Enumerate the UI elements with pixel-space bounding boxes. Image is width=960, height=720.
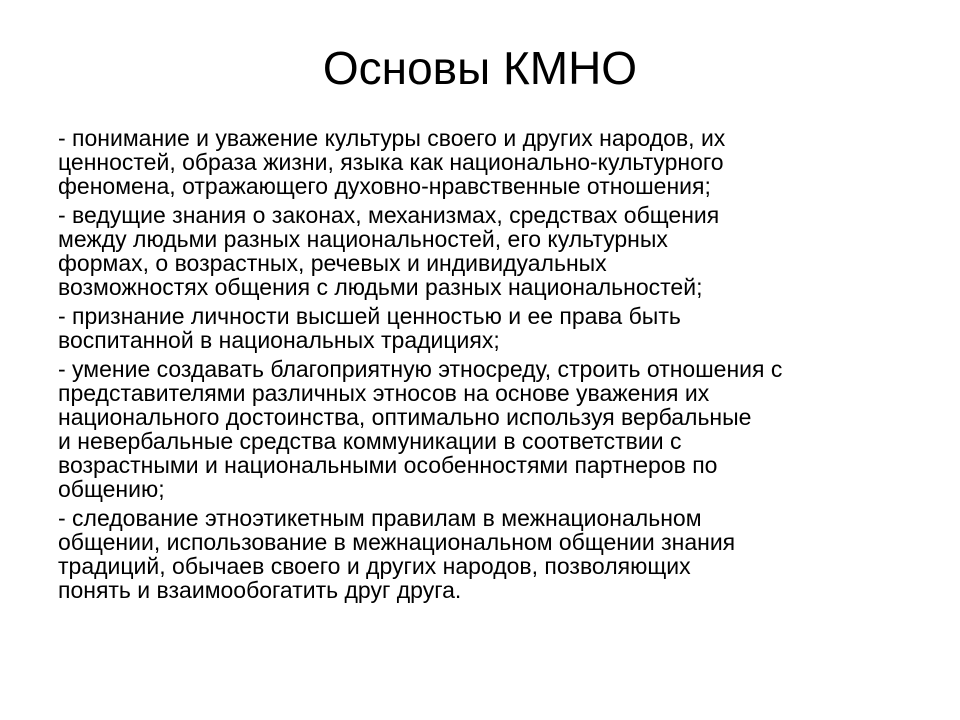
bullet-line: - следование этноэтикетным правилам в межнациональном [58,505,702,531]
bullet-line: возможностях общения с людьми разных национальностей; [58,274,703,300]
bullet-line: общении, использование в межнациональном общении знания [58,529,736,555]
bullet-line: возрастными и национальными особенностями партнеров по [58,452,718,478]
bullet-line: и невербальные средства коммуникации в соответствии с [58,428,682,454]
bullet-line: - признание личности высшей ценностью и ее права быть [58,303,681,329]
bullet-line: феномена, отражающего духовно-нравственные отношения; [58,173,711,199]
bullet-line: - умение создавать благоприятную этносреду, строить отношения с [58,356,783,382]
bullet-line: представителями различных этносов на основе уважения их [58,380,710,406]
bullet-item [58,126,908,198]
slide-title: Основы КМНО [322,42,638,94]
bullet-line: ценностей, образа жизни, языка как национально-культурного [58,149,724,175]
bullet-line: традиций, обычаев своего и других народов, позволяющих [58,553,691,579]
bullet-item [58,203,908,299]
bullet-item [58,357,908,501]
bullet-line: воспитанной в национальных традициях; [58,327,500,353]
bullet-line: общению; [58,476,165,502]
bullet-line: - ведущие знания о законах, механизмах, средствах общения [58,202,720,228]
bullet-line: - понимание и уважение культуры своего и других народов, их [58,125,726,151]
bullet-line: формах, о возрастных, речевых и индивидуальных [58,250,607,276]
bullet-line: понять и взаимообогатить друг друга. [58,577,462,603]
bullet-line: национального достоинства, оптимально используя вербальные [58,404,752,430]
bullet-list [58,126,908,607]
bullet-item [58,304,908,352]
bullet-line: между людьми разных национальностей, его культурных [58,226,668,252]
bullet-item [58,506,908,602]
